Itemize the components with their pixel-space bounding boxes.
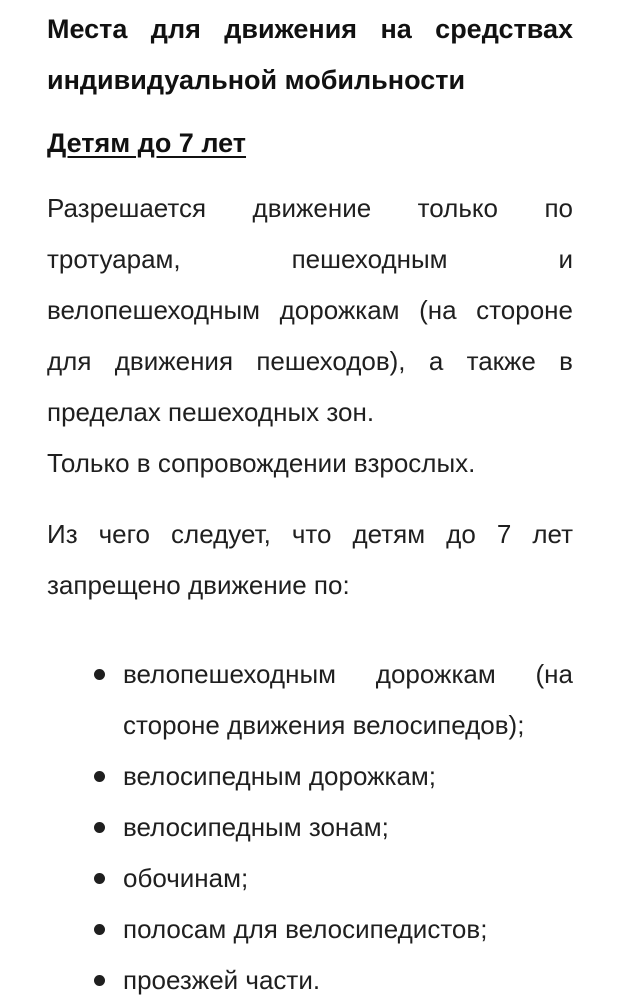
list-item-text: велосипедным дорожкам; [123,761,437,791]
supervision-paragraph: Только в сопровождении взрослых. [47,448,476,478]
age-group-heading-text: Детям до 7 лет [47,128,247,158]
list-item-text: обочинам; [123,863,249,893]
prohibited-places-list [47,649,573,1006]
list-item-text: велопешеходным дорожкам (на стороне движения велосипедов); [123,659,573,740]
list-item-text: проезжей части. [123,965,321,995]
list-item-text: полосам для велосипедистов; [123,914,488,944]
age-group-heading [47,123,573,163]
bullet-icon [94,822,105,833]
bullet-icon [94,924,105,935]
section-heading: Места для движения на средствах индивидуальной мобильности [47,14,573,95]
bullet-icon [94,669,105,680]
bullet-icon [94,873,105,884]
list-item [123,853,573,904]
list-item [123,649,573,751]
list-item [123,751,573,802]
list-item [123,955,573,1006]
bullet-icon [94,771,105,782]
list-item [123,802,573,853]
conclusion-paragraph: Из чего следует, что детям до 7 лет запрещено движение по: [47,519,573,600]
allowed-places-paragraph: Разрешается движение только по тротуарам, пешеходным и велопешеходным дорожкам (на стороне для движения пешеходов), а также в пределах пешеходных зон. [47,193,573,427]
list-item [123,904,573,955]
list-item-text: велосипедным зонам; [123,812,389,842]
bullet-icon [94,975,105,986]
